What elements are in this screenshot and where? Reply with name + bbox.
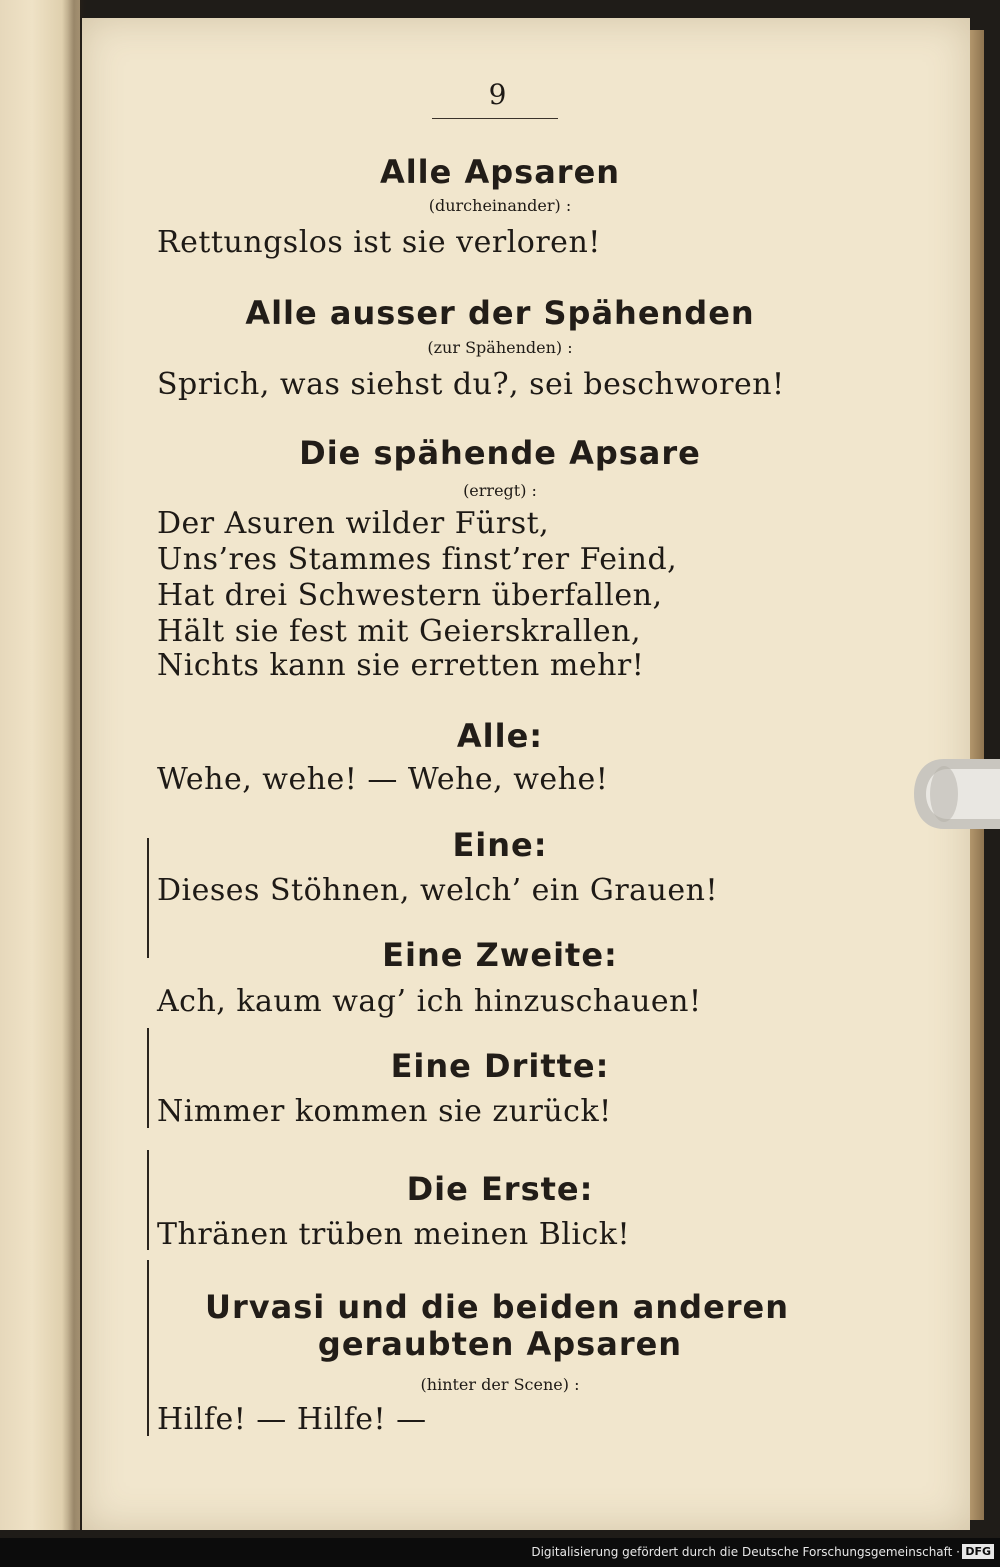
page-number-rule [432, 118, 558, 119]
stage-direction: (erregt) : [463, 481, 537, 500]
verse-line: Hält sie fest mit Geierskrallen, [157, 614, 642, 649]
page-clip-icon [914, 755, 1000, 833]
verse-line: Ach, kaum wag’ ich hinzuschauen! [157, 984, 702, 1019]
speaker-heading: Alle ausser der Spähenden [245, 294, 755, 332]
verse-line: Hat drei Schwestern überfallen, [157, 578, 663, 613]
stage-direction: (zur Spähenden) : [427, 338, 573, 357]
verse-line: Nimmer kommen sie zurück! [157, 1094, 612, 1129]
page-number: 9 [488, 78, 507, 111]
verse-line: Wehe, wehe! — Wehe, wehe! [157, 762, 609, 797]
speaker-heading: Alle Apsaren [379, 153, 621, 191]
verse-line: Sprich, was siehst du?, sei beschworen! [157, 367, 785, 402]
dfg-logo: DFG [962, 1544, 994, 1559]
speaker-heading: Urvasi und die beiden anderen [204, 1288, 790, 1326]
verse-line: Rettungslos ist sie verloren! [157, 225, 601, 260]
verse-line: Hilfe! — Hilfe! — [157, 1402, 427, 1437]
digitization-footer [0, 1538, 1000, 1567]
speaker-heading: Alle: [456, 717, 544, 755]
verse-line: Der Asuren wilder Fürst, [157, 506, 550, 541]
stage-direction: (hinter der Scene) : [420, 1375, 580, 1394]
speaker-heading: Die spähende Apsare [299, 434, 701, 472]
stage-direction: (durcheinander) : [428, 196, 572, 215]
verse-line: Dieses Stöhnen, welch’ ein Grauen! [157, 873, 719, 908]
verse-line: Uns’res Stammes finst’rer Feind, [157, 542, 678, 577]
funding-credit: Digitalisierung gefördert durch die Deutsche Forschungsgemeinschaft · [531, 1545, 960, 1559]
speaker-heading: Eine: [452, 826, 548, 864]
speaker-heading: Eine Zweite: [382, 936, 618, 974]
speaker-heading: Die Erste: [406, 1170, 594, 1208]
verse-line: Nichts kann sie erretten mehr! [157, 648, 645, 683]
speaker-heading: geraubten Apsaren [317, 1325, 683, 1363]
speaker-heading: Eine Dritte: [390, 1047, 610, 1085]
verse-line: Thränen trüben meinen Blick! [157, 1217, 631, 1252]
